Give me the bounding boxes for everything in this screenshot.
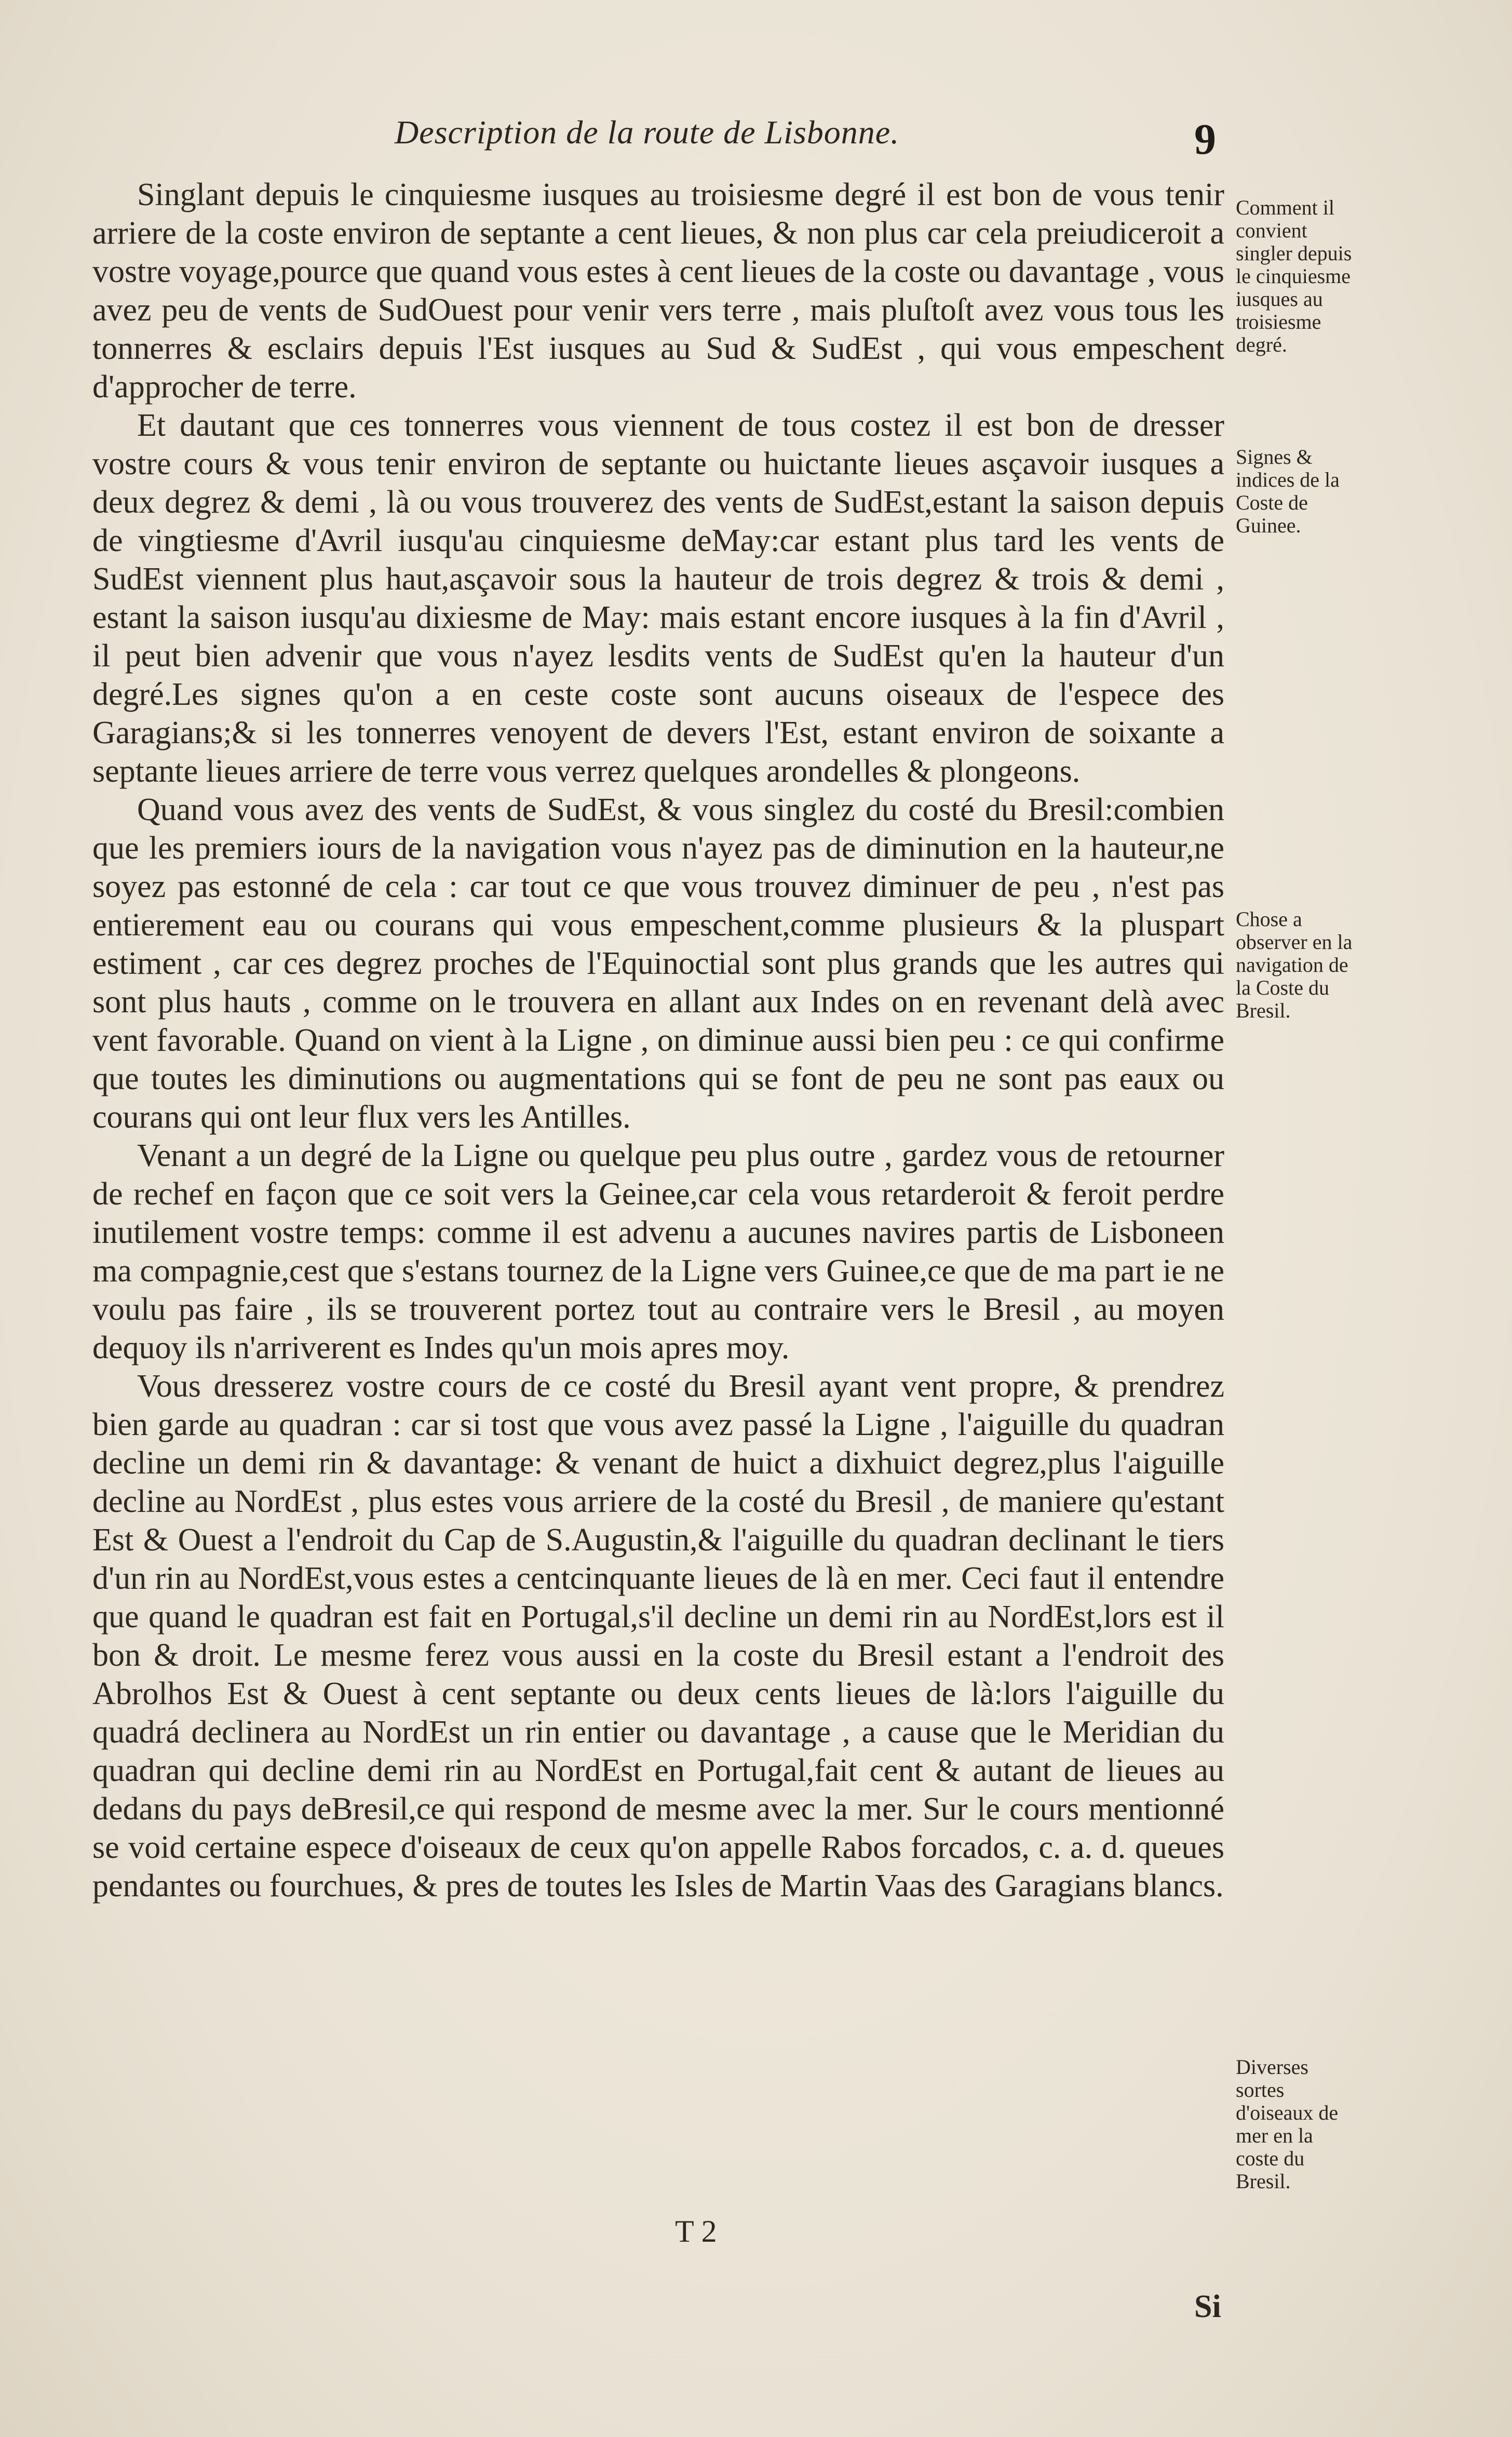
- margin-note-1: Comment il convient singler depuis le cinquiesme iusques au troisiesme degré.: [1236, 196, 1352, 356]
- running-title: Description de la route de Lisbonne.: [395, 114, 900, 151]
- paragraph-2: Et dautant que ces tonnerres vous viennent de tous costez il est bon de dresser vostre cours & vous tenir environ de septante ou huictante lieues asçavoir iusques a deux degrez & demi , là ou vous trouverez des vents de SudEst,estant la saison depuis de vingtiesme d'Avril iusqu'au cinquiesme deMay:car estant plus tard les vents de SudEst viennent plus haut,asçavoir sous la hauteur de trois degrez & trois & demi , estant la saison iusqu'au dixiesme de May: mais estant encore iusques à la fin d'Avril , il peut bien advenir que vous n'ayez lesdits vents de SudEst qu'en la hauteur d'un degré.Les signes qu'on a en ceste coste sont aucuns oiseaux de l'espece des Garagians;& si les tonnerres venoyent de devers l'Est, estant environ de soixante a septante lieues arriere de terre vous verrez quelques arondelles & plongeons.: [92, 408, 1224, 789]
- signature-mark: T 2: [675, 2214, 717, 2248]
- main-text: [92, 176, 1224, 1905]
- catchword: Si: [1194, 2289, 1221, 2324]
- paragraph-1: Singlant depuis le cinquiesme iusques au troisiesme degré il est bon de vous tenir arriere de la coste environ de septante a cent lieues, & non plus car cela preiudiceroit a vostre voyage,pource que quand vous estes à cent lieues de la coste ou davantage , vous avez peu de vents de SudOuest pour venir vers terre , mais pluſtoſt avez vous tous les tonnerres & esclairs depuis l'Est iusques au Sud & SudEst , qui vous empeschent d'approcher de terre.: [92, 177, 1224, 405]
- paragraph-5: Vous dresserez vostre cours de ce costé du Bresil ayant vent propre, & prendrez bien garde au quadran : car si tost que vous avez passé la Ligne , l'aiguille du quadran decline un demi rin & davantage: & venant de huict a dixhuict degrez,plus l'aiguille decline au NordEst , plus estes vous arriere de la costé du Bresil , de maniere qu'estant Est & Ouest a l'endroit du Cap de S.Augustin,& l'aiguille du quadran declinant le tiers d'un rin au NordEst,vous estes a centcinquante lieues de là en mer. Ceci faut il entendre que quand le quadran est fait en Portugal,s'il decline un demi rin au NordEst,lors est il bon & droit. Le mesme ferez vous aussi en la coste du Bresil estant a l'endroit des Abrolhos Est & Ouest à cent septante ou deux cents lieues de là:lors l'aiguille du quadrá declinera au NordEst un rin entier ou davantage , a cause que le Meridian du quadran qui decline demi rin au NordEst en Portugal,fait cent & autant de lieues au dedans du pays deBresil,ce qui respond de mesme avec la mer. Sur le cours mentionné se void certaine espece d'oiseaux de ceux qu'on appelle Rabos forcados, c. a. d. queues pendantes ou fourchues, & pres de toutes les Isles de Martin Vaas des Garagians blancs.: [92, 1369, 1224, 1904]
- margin-note-3: Chose a observer en la navigation de la Coste du Bresil.: [1236, 907, 1353, 1022]
- margin-note-2: Signes & indices de la Coste de Guinee.: [1236, 445, 1340, 537]
- paragraph-3: Quand vous avez des vents de SudEst, & vous singlez du costé du Bresil:combien que les premiers iours de la navigation vous n'ayez pas de diminution en la hauteur,ne soyez pas estonné de cela : car tout ce que vous trouvez diminuer de peu , n'est pas entierement eau ou courans qui vous empeschent,comme plusieurs & la pluspart estiment , car ces degrez proches de l'Equinoctial sont plus grands que les autres qui sont plus hauts , comme on le trouvera en allant aux Indes on en revenant delà avec vent favorable. Quand on vient à la Ligne , on diminue aussi bien peu : ce qui confirme que toutes les diminutions ou augmentations qui se font de peu ne sont pas eaux ou courans qui ont leur flux vers les Antilles.: [92, 792, 1224, 1135]
- margin-note-4: Diverses sortes d'oiseaux de mer en la coste du Bresil.: [1236, 2055, 1339, 2193]
- paragraph-4: Venant a un degré de la Ligne ou quelque peu plus outre , gardez vous de retourner de rechef en façon que ce soit vers la Geinee,car cela vous retarderoit & feroit perdre inutilement vostre temps: comme il est advenu a aucunes navires partis de Lisboneen ma compagnie,cest que s'estans tournez de la Ligne vers Guinee,ce que de ma part ie ne voulu pas faire , ils se trouverent portez tout au contraire vers le Bresil , au moyen dequoy ils n'arriverent es Indes qu'un mois apres moy.: [92, 1138, 1224, 1365]
- page-number: 9: [1194, 115, 1216, 164]
